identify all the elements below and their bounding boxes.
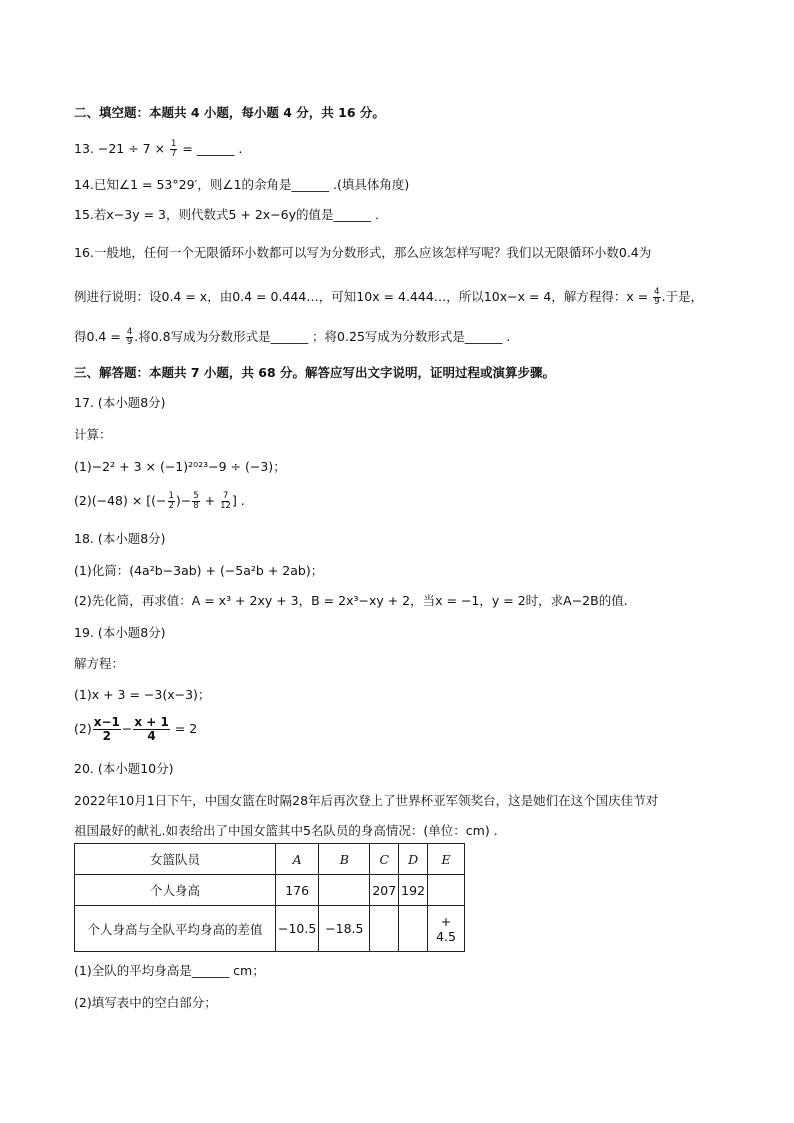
q13-fraction: $\frac{1}{7}$ xyxy=(171,139,177,159)
table-cell: −18.5 xyxy=(319,906,370,952)
q17-title: 17. (本小题8分) xyxy=(74,395,166,410)
table-cell xyxy=(399,906,428,952)
table-header-cell: C xyxy=(370,844,399,875)
question-16-line-1: 16.一般地，任何一个无限循环小数都可以写为分数形式，那么应该怎样写呢？我们以无限循环小数0.4̇为 xyxy=(74,245,652,260)
q18-part-2: (2)先化简，再求值：A = x³ + 2xy + 3，B = 2x³−xy + 2，当x = −1，y = 2时，求A−2B的值. xyxy=(74,593,628,608)
table-header-cell: 女篮队员 xyxy=(75,844,276,875)
question-16-line-2: 例进行说明：设0.4̇ = x，由0.4̇ = 0.444…，可知10x = 4.444…，所以10x−x = 4，解方程得：x = $\frac{4}{9}$ .于是， xyxy=(74,287,704,307)
table-cell: 个人身高与全队平均身高的差值 xyxy=(75,906,276,952)
q16-fraction-a: $\frac{4}{9}$ xyxy=(654,287,660,307)
q13-before: 13. −21 ÷ 7 × xyxy=(74,141,170,156)
table-cell xyxy=(370,906,399,952)
q20-paragraph-line-2: 祖国最好的献礼.如表给出了中国女篮其中5名队员的身高情况：(单位：cm) . xyxy=(74,823,498,838)
q17-fraction-3: $\frac{7}{12}$ xyxy=(220,491,231,511)
q19-fraction-2: $\frac{x + 1}{4}$ xyxy=(134,715,169,743)
table-cell xyxy=(319,875,370,906)
table-header-cell: E xyxy=(428,844,465,875)
table-cell: 192 xyxy=(399,875,428,906)
question-13 xyxy=(74,140,242,159)
q18-title: 18. (本小题8分) xyxy=(74,531,166,546)
q19-title: 19. (本小题8分) xyxy=(74,625,166,640)
question-16-line-3: 得0.4̇ = $\frac{4}{9}$ .将0.8̇写成为分数形式是______ ；将0.2̇5̇写成为分数形式是______ . xyxy=(74,327,511,347)
table-cell xyxy=(428,875,465,906)
table-header-cell: A xyxy=(276,844,319,875)
table-cell: −10.5 xyxy=(276,906,319,952)
player-height-table xyxy=(74,843,465,952)
q20-paragraph-line-1: 2022年10月1日下午，中国女篮在时隔28年后再次登上了世界杯亚军领奖台，这是她们在这个国庆佳节对 xyxy=(74,793,659,808)
q19-part-1: (1)x + 3 = −3(x−3)； xyxy=(74,687,211,702)
q20-part-2: (2)填写表中的空白部分； xyxy=(74,995,217,1010)
q13-after: = ______ . xyxy=(178,141,243,156)
q17-fraction-1: $\frac{1}{2}$ xyxy=(168,491,174,511)
q16-fraction-b: $\frac{4}{9}$ xyxy=(126,327,133,347)
table-row xyxy=(75,906,465,952)
q17-part-1: (1)−2² + 3 × (−1)²⁰²³−9 ÷ (−3)； xyxy=(74,459,286,474)
question-14: 14.已知∠1 = 53°29′，则∠1的余角是______ .(填具体角度) xyxy=(74,177,410,192)
table-cell: 207 xyxy=(370,875,399,906)
table-cell: 个人身高 xyxy=(75,875,276,906)
q20-title: 20. (本小题10分) xyxy=(74,761,174,776)
q20-part-1: (1)全队的平均身高是______ cm； xyxy=(74,963,265,978)
question-15: 15.若x−3y = 3，则代数式5 + 2x−6y的值是______ . xyxy=(74,207,379,222)
q18-part-1: (1)化简：(4a²b−3ab) + (−5a²b + 2ab)； xyxy=(74,563,324,578)
table-cell: 176 xyxy=(276,875,319,906)
table-header-cell: B xyxy=(319,844,370,875)
table-header-cell: D xyxy=(399,844,428,875)
q19-fraction-1: $\frac{x-1}{2}$ xyxy=(93,715,120,743)
q17-part-2: (2)(−48) × [(− $\frac{1}{2}$ )− $\frac{5}{8}$ + $\frac{7}{12}$ ] . xyxy=(74,491,245,511)
section-3-heading: 三、解答题：本题共 7 小题，共 68 分。解答应写出文字说明，证明过程或演算步骤。 xyxy=(74,365,556,380)
section-2-heading: 二、填空题：本题共 4 小题，每小题 4 分，共 16 分。 xyxy=(74,105,385,120)
table-cell: + 4.5 xyxy=(428,906,465,952)
table-row xyxy=(75,875,465,906)
q17-fraction-2: $\frac{5}{8}$ xyxy=(193,491,199,511)
q17-prompt: 计算： xyxy=(74,427,112,442)
q19-part-2: (2) $\frac{x-1}{2}$ − $\frac{x + 1}{4}$ = 2 xyxy=(74,715,198,743)
q19-prompt: 解方程： xyxy=(74,656,125,671)
table-row xyxy=(75,844,465,875)
